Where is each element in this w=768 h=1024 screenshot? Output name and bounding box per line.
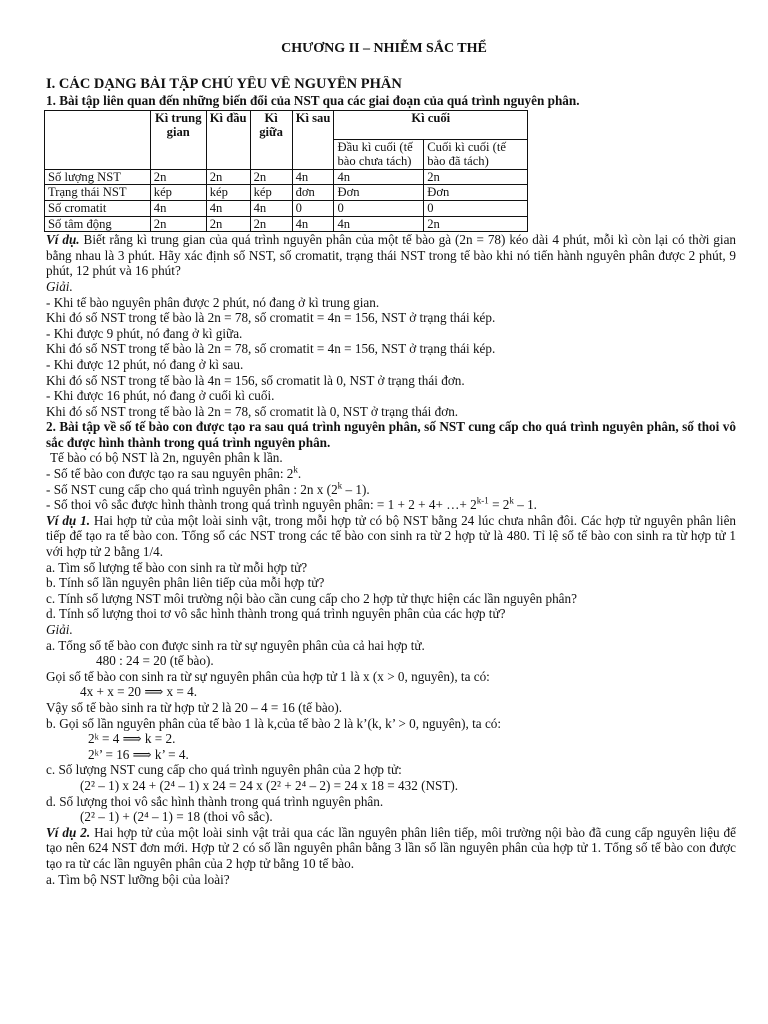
solution-line: - Khi được 16 phút, nó đang ở cuối kì cuối. <box>46 388 275 404</box>
solution-line: - Khi được 12 phút, nó đang ở kì sau. <box>46 356 244 372</box>
question-line: c. Tính số lượng NST môi trường nội bào cần cung cấp cho 2 hợp tử thực hiện các lần nguyên phân? <box>46 590 577 606</box>
solution-line: Gọi số tế bào con sinh ra từ sự nguyên phân của hợp tử 1 là x (x > 0, nguyên), ta có: <box>46 668 490 684</box>
table-cell: 4n <box>334 169 424 185</box>
table-cell: 4n <box>334 216 424 232</box>
table-cell: Đơn <box>424 185 528 201</box>
solution-line: 4x + x = 20 ⟹ x = 4. <box>80 684 198 700</box>
table-cell: kép <box>150 185 206 201</box>
example-paragraph <box>46 513 736 560</box>
nst-stage-table <box>44 110 528 233</box>
formula-line: - Số NST cung cấp cho quá trình nguyên phân : 2n x (2$^k$ – 1). <box>46 481 370 497</box>
example-paragraph <box>46 232 736 279</box>
table-cell: 4n <box>206 200 250 216</box>
table-header-row <box>45 110 528 139</box>
example-text: Biết rằng kì trung gian của quá trình nguyên phân của một tế bào gà (2n = 78) kéo dài 4 phút, mỗi kì còn lại có thời gian bằng nhau là 3 phút. Hãy xác định số NST, số cromatit, trạng thái NST trong tế bào khi nó tiến hành nguyên phân được 2 phút, 9 phút, 12 phút và 16 phút? <box>46 232 737 279</box>
table-cell: kép <box>250 185 292 201</box>
table-cell: 4n <box>292 169 334 185</box>
solution-line: - Khi tế bào nguyên phân được 2 phút, nó đang ở kì trung gian. <box>46 294 380 310</box>
solution-label: Giải. <box>46 622 73 637</box>
table-cell: 4n <box>250 200 292 216</box>
solution-line: a. Tổng số tế bào con được sinh ra từ sự nguyên phân của cả hai hợp tử. <box>46 637 425 653</box>
table-header-cell <box>45 110 151 169</box>
table-cell: Trạng thái NST <box>45 185 151 201</box>
document-body <box>46 76 736 887</box>
solution-line: b. Gọi số lần nguyên phân của tế bào 1 là k,của tế bào 2 là k’(k, k’ > 0, nguyên), ta có: <box>46 715 502 731</box>
table-header-cell: Kì đầu <box>206 110 250 169</box>
solution-line: Khi đó số NST trong tế bào là 2n = 78, số cromatit = 4n = 156, NST ở trạng thái kép. <box>46 341 496 357</box>
question-line: a. Tìm số lượng tế bào con sinh ra từ mỗi hợp tử? <box>46 559 308 575</box>
solution-line: 480 : 24 = 20 (tế bào). <box>96 653 214 669</box>
example-label: Ví dụ 1. <box>46 512 91 528</box>
formula-line: - Số tế bào con được tạo ra sau nguyên phân: 2$^k$. <box>46 466 302 482</box>
table-cell: 4n <box>150 200 206 216</box>
table-row <box>45 169 528 185</box>
solution-line: Khi đó số NST trong tế bào là 4n = 156, số cromatit là 0, NST ở trạng thái đơn. <box>46 372 465 388</box>
table-subheader-cell: Đầu kì cuối (tế bào chưa tách) <box>334 139 424 169</box>
solution-line: Khi đó số NST trong tế bào là 2n = 78, số cromatit là 0, NST ở trạng thái đơn. <box>46 403 459 419</box>
table-cell: 2n <box>206 169 250 185</box>
table-cell: kép <box>206 185 250 201</box>
solution-line: Vậy số tế bào sinh ra từ hợp tử 2 là 20 – 4 = 16 (tế bào). <box>46 699 343 715</box>
example-text: Hai hợp tử của một loài sinh vật trải qua các lần nguyên phân liên tiếp, môi trường nội bào đã cung cấp nguyên liệu để tạo nên 624 NST đơn mới. Hợp tử 2 có số lần nguyên phân bằng 3 lần số lần nguyên phân của hợp tử 1. Tổng số tế bào con được tạo ra từ các lần nguyên phân của 2 hợp tử bằng 10 tế bào. <box>46 824 736 871</box>
section-title: I. CÁC DẠNG BÀI TẬP CHỦ YẾU VỀ NGUYÊN PHÂN <box>46 76 402 92</box>
solution-line: (2² – 1) x 24 + (2⁴ – 1) x 24 = 24 x (2² + 2⁴ – 2) = 24 x 18 = 432 (NST). <box>80 777 459 793</box>
table-row <box>45 200 528 216</box>
table-cell: 2n <box>206 216 250 232</box>
solution-line: d. Số lượng thoi vô sắc hình thành trong quá trình nguyên phân. <box>46 793 384 809</box>
table-cell: Số tâm động <box>45 216 151 232</box>
table-header-cell: Kì sau <box>292 110 334 169</box>
table-header-cell: Kì giữa <box>250 110 292 169</box>
table-cell: 2n <box>150 216 206 232</box>
table-cell: Số lượng NST <box>45 169 151 185</box>
solution-line: 2ᵏ = 4 ⟹ k = 2. <box>88 731 176 747</box>
table-header-cell: Kì cuối <box>334 110 528 139</box>
table-cell: 2n <box>424 169 528 185</box>
example-label: Ví dụ 2. <box>46 824 91 840</box>
solution-line: Khi đó số NST trong tế bào là 2n = 78, số cromatit = 4n = 156, NST ở trạng thái kép. <box>46 310 496 326</box>
formula-intro: Tế bào có bộ NST là 2n, nguyên phân k lần. <box>50 450 283 466</box>
table-cell: 2n <box>250 216 292 232</box>
table-cell: 0 <box>424 200 528 216</box>
table-cell: 0 <box>334 200 424 216</box>
example-paragraph <box>46 825 736 872</box>
table-cell: Số cromatit <box>45 200 151 216</box>
table-header-cell: Kì trung gian <box>150 110 206 169</box>
table-cell: 2n <box>424 216 528 232</box>
solution-line: (2² – 1) + (2⁴ – 1) = 18 (thoi vô sắc). <box>80 809 273 825</box>
table-cell: 0 <box>292 200 334 216</box>
table-cell: 2n <box>150 169 206 185</box>
solution-line: c. Số lượng NST cung cấp cho quá trình nguyên phân của 2 hợp tử: <box>46 762 402 778</box>
solution-line: 2ᵏ’ = 16 ⟹ k’ = 4. <box>88 746 189 762</box>
example-label: Ví dụ. <box>46 232 80 248</box>
solution-line: - Khi được 9 phút, nó đang ở kì giữa. <box>46 325 243 341</box>
example-text: Hai hợp tử của một loài sinh vật, trong mỗi hợp tử có bộ NST bằng 24 lúc chưa nhân đôi. Các hợp tử nguyên phân liên tiếp để tạo ra tế bào con. Tổng số các NST trong các tế bào con sinh ra từ 2 hợp tử là 480. Tỉ lệ số tế bào con sinh ra từ hợp tử 1 với hợp tử 2 bằng 1/4. <box>46 512 737 560</box>
solution-label: Giải. <box>46 278 73 294</box>
question-line: a. Tìm bộ NST lưỡng bội của loài? <box>46 871 230 887</box>
table-cell: 4n <box>292 216 334 232</box>
table-row <box>45 185 528 201</box>
formula-line: - Số thoi vô sắc được hình thành trong quá trình nguyên phân: = 1 + 2 + 4+ …+ $2^{k-1} = 2^k - 1$. <box>46 497 537 513</box>
table-cell: 2n <box>250 169 292 185</box>
table-cell: Đơn <box>334 185 424 201</box>
table-row <box>45 216 528 232</box>
table-subheader-cell: Cuối kì cuối (tế bào đã tách) <box>424 139 528 169</box>
table-cell: đơn <box>292 185 334 201</box>
subsection-1-title: 1. Bài tập liên quan đến những biến đổi của NST qua các giai đoạn của quá trình nguyên phân. <box>46 93 580 108</box>
subsection-2-title: 2. Bài tập về số tế bào con được tạo ra sau quá trình nguyên phân, số NST cung cấp cho quá trình nguyên phân, số thoi vô sắc được hình thành trong quá trình nguyên phân. <box>46 419 736 450</box>
chapter-title: CHƯƠNG II – NHIỄM SẮC THỂ <box>281 41 487 56</box>
question-line: d. Tính số lượng thoi tơ vô sắc hình thành trong quá trình nguyên phân của các hợp tử? <box>46 606 506 622</box>
question-line: b. Tính số lần nguyên phân liên tiếp của mỗi hợp tử? <box>46 575 325 591</box>
